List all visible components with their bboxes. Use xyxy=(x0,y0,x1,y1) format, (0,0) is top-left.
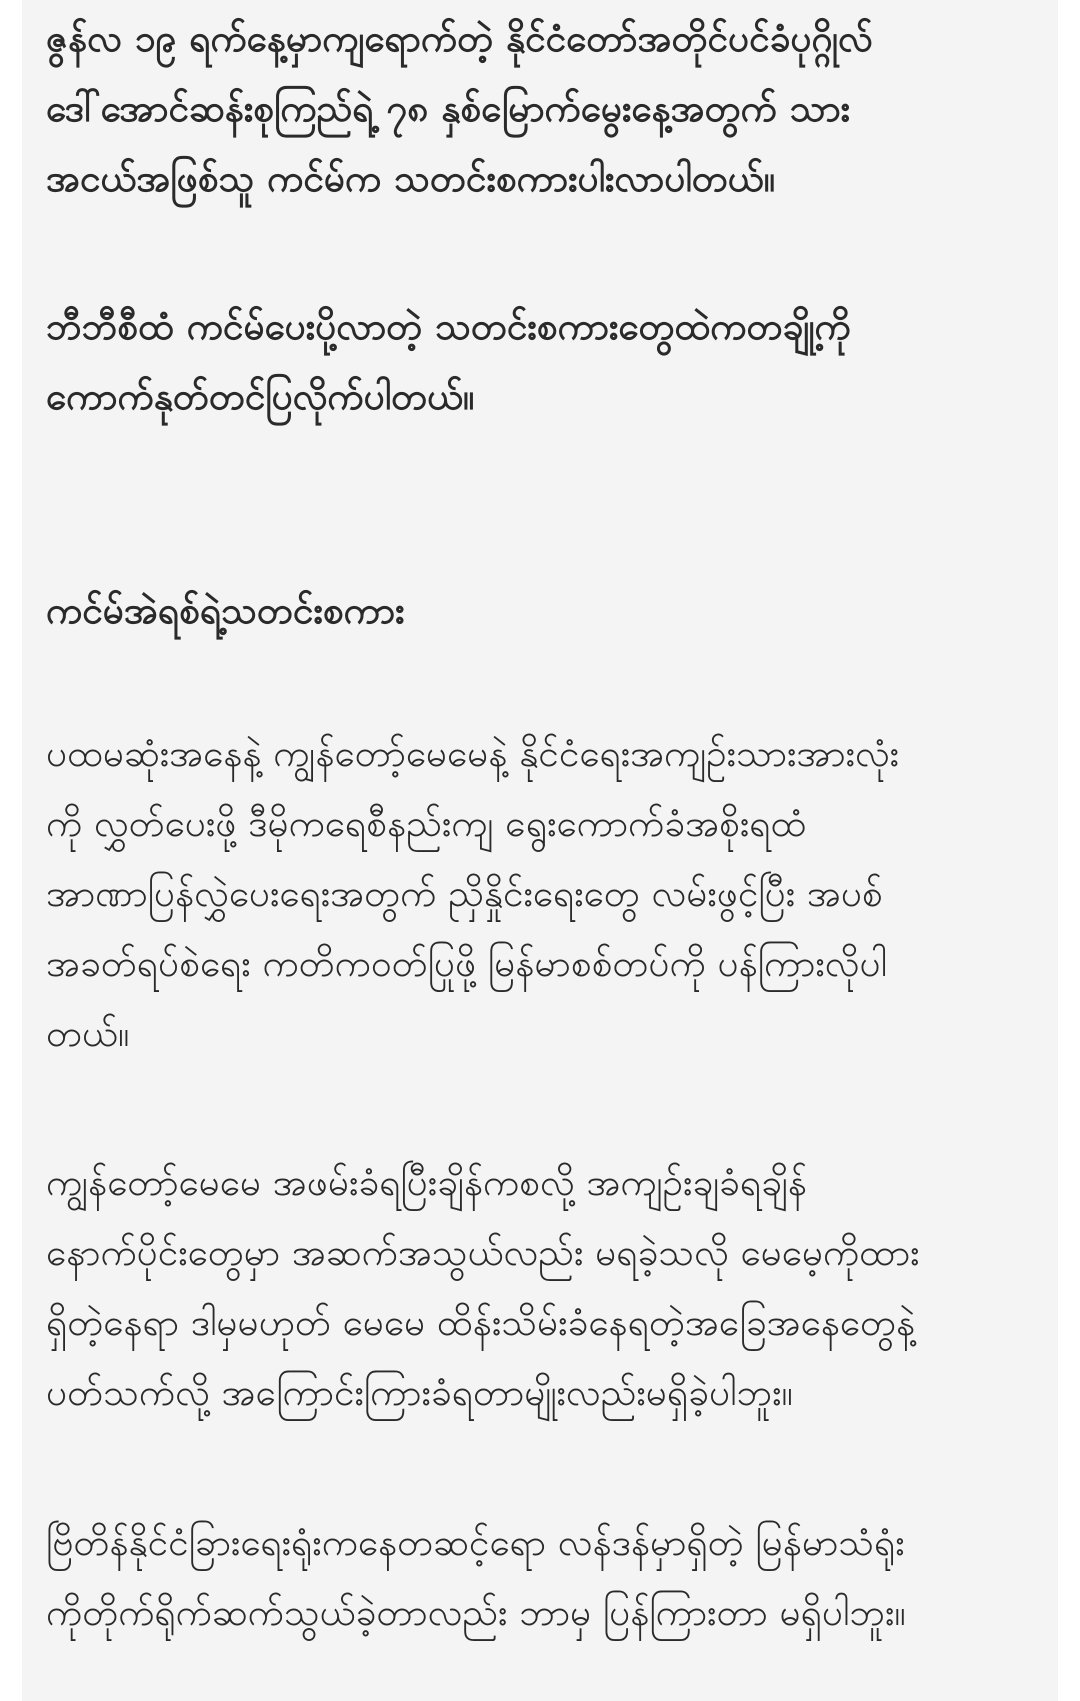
para1-line-4: အခတ်ရပ်စဲရေး ကတိကဝတ်ပြုဖို့ မြန်မာစစ်တပ်ကို ပန်ကြားလိုပါ xyxy=(46,942,887,985)
article-page xyxy=(22,0,1058,1701)
para1-line-2: ကို လွှတ်ပေးဖို့ ဒီမိုကရေစီနည်းကျ ရွေးကောက်ခံအစိုးရထံ xyxy=(46,802,807,845)
intro-line-1: ဇွန်လ ၁၉ ရက်နေ့မှာကျရောက်တဲ့ နိုင်ငံတော်အတိုင်ပင်ခံပုဂ္ဂိုလ် xyxy=(46,17,873,60)
para3-line-2: ကိုတိုက်ရိုက်ဆက်သွယ်ခဲ့တာလည်း ဘာမှ ပြန်ကြားတာ မရှိပါဘူး။ xyxy=(46,1591,906,1634)
para2-line-4: ပတ်သက်လို့ အကြောင်းကြားခံရတာမျိုးလည်းမရှိခဲ့ပါဘူး။ xyxy=(46,1371,793,1414)
para2-line-1: ကျွန်တော့်မေမေ အဖမ်းခံရပြီးချိန်ကစလို့ အကျဉ်းချခံရချိန် xyxy=(46,1161,807,1204)
para1-line-5: တယ်။ xyxy=(46,1012,130,1055)
para2-line-2: နောက်ပိုင်းတွေမှာ အဆက်အသွယ်လည်း မရခဲ့သလို မေမေ့ကိုထား xyxy=(46,1231,920,1274)
paragraph-1 xyxy=(46,719,899,1069)
para1-line-1: ပထမဆုံးအနေနဲ့ ကျွန်တော့်မေမေနဲ့ နိုင်ငံရေးအကျဉ်းသားအားလုံး xyxy=(46,732,900,775)
intro2-line-2: ကောက်နုတ်တင်ပြလိုက်ပါတယ်။ xyxy=(46,375,475,418)
para1-line-3: အာဏာပြန်လွှဲပေးရေးအတွက် ညှိနှိုင်းရေးတွေ လမ်းဖွင့်ပြီး အပစ် xyxy=(46,872,883,915)
intro-paragraph xyxy=(46,4,873,214)
intro2-paragraph xyxy=(46,292,851,432)
paragraph-2 xyxy=(46,1148,920,1428)
section-heading: ကင်မ်အဲရစ်ရဲ့သတင်းစကား xyxy=(46,589,405,632)
intro2-line-1: ဘီဘီစီထံ ကင်မ်ပေးပို့လာတဲ့ သတင်းစကားတွေထဲကတချို့ကို xyxy=(46,305,851,348)
para2-line-3: ရှိတဲ့နေရာ ဒါမှမဟုတ် မေမေ ထိန်းသိမ်းခံနေရတဲ့အခြေအနေတွေနဲ့ xyxy=(46,1301,916,1344)
intro-line-3: အငယ်အဖြစ်သူ ကင်မ်က သတင်းစကားပါးလာပါတယ်။ xyxy=(46,157,775,200)
intro-line-2: ဒေါ်အောင်ဆန်းစုကြည်ရဲ့ ၇၈ နှစ်မြောက်မွေးနေ့အတွက် သား xyxy=(46,87,851,130)
para3-line-1: ဗြိတိန်နိုင်ငံခြားရေးရုံးကနေတဆင့်ရော လန်ဒန်မှာရှိတဲ့ မြန်မာသံရုံး xyxy=(46,1521,905,1564)
paragraph-3 xyxy=(46,1508,906,1648)
